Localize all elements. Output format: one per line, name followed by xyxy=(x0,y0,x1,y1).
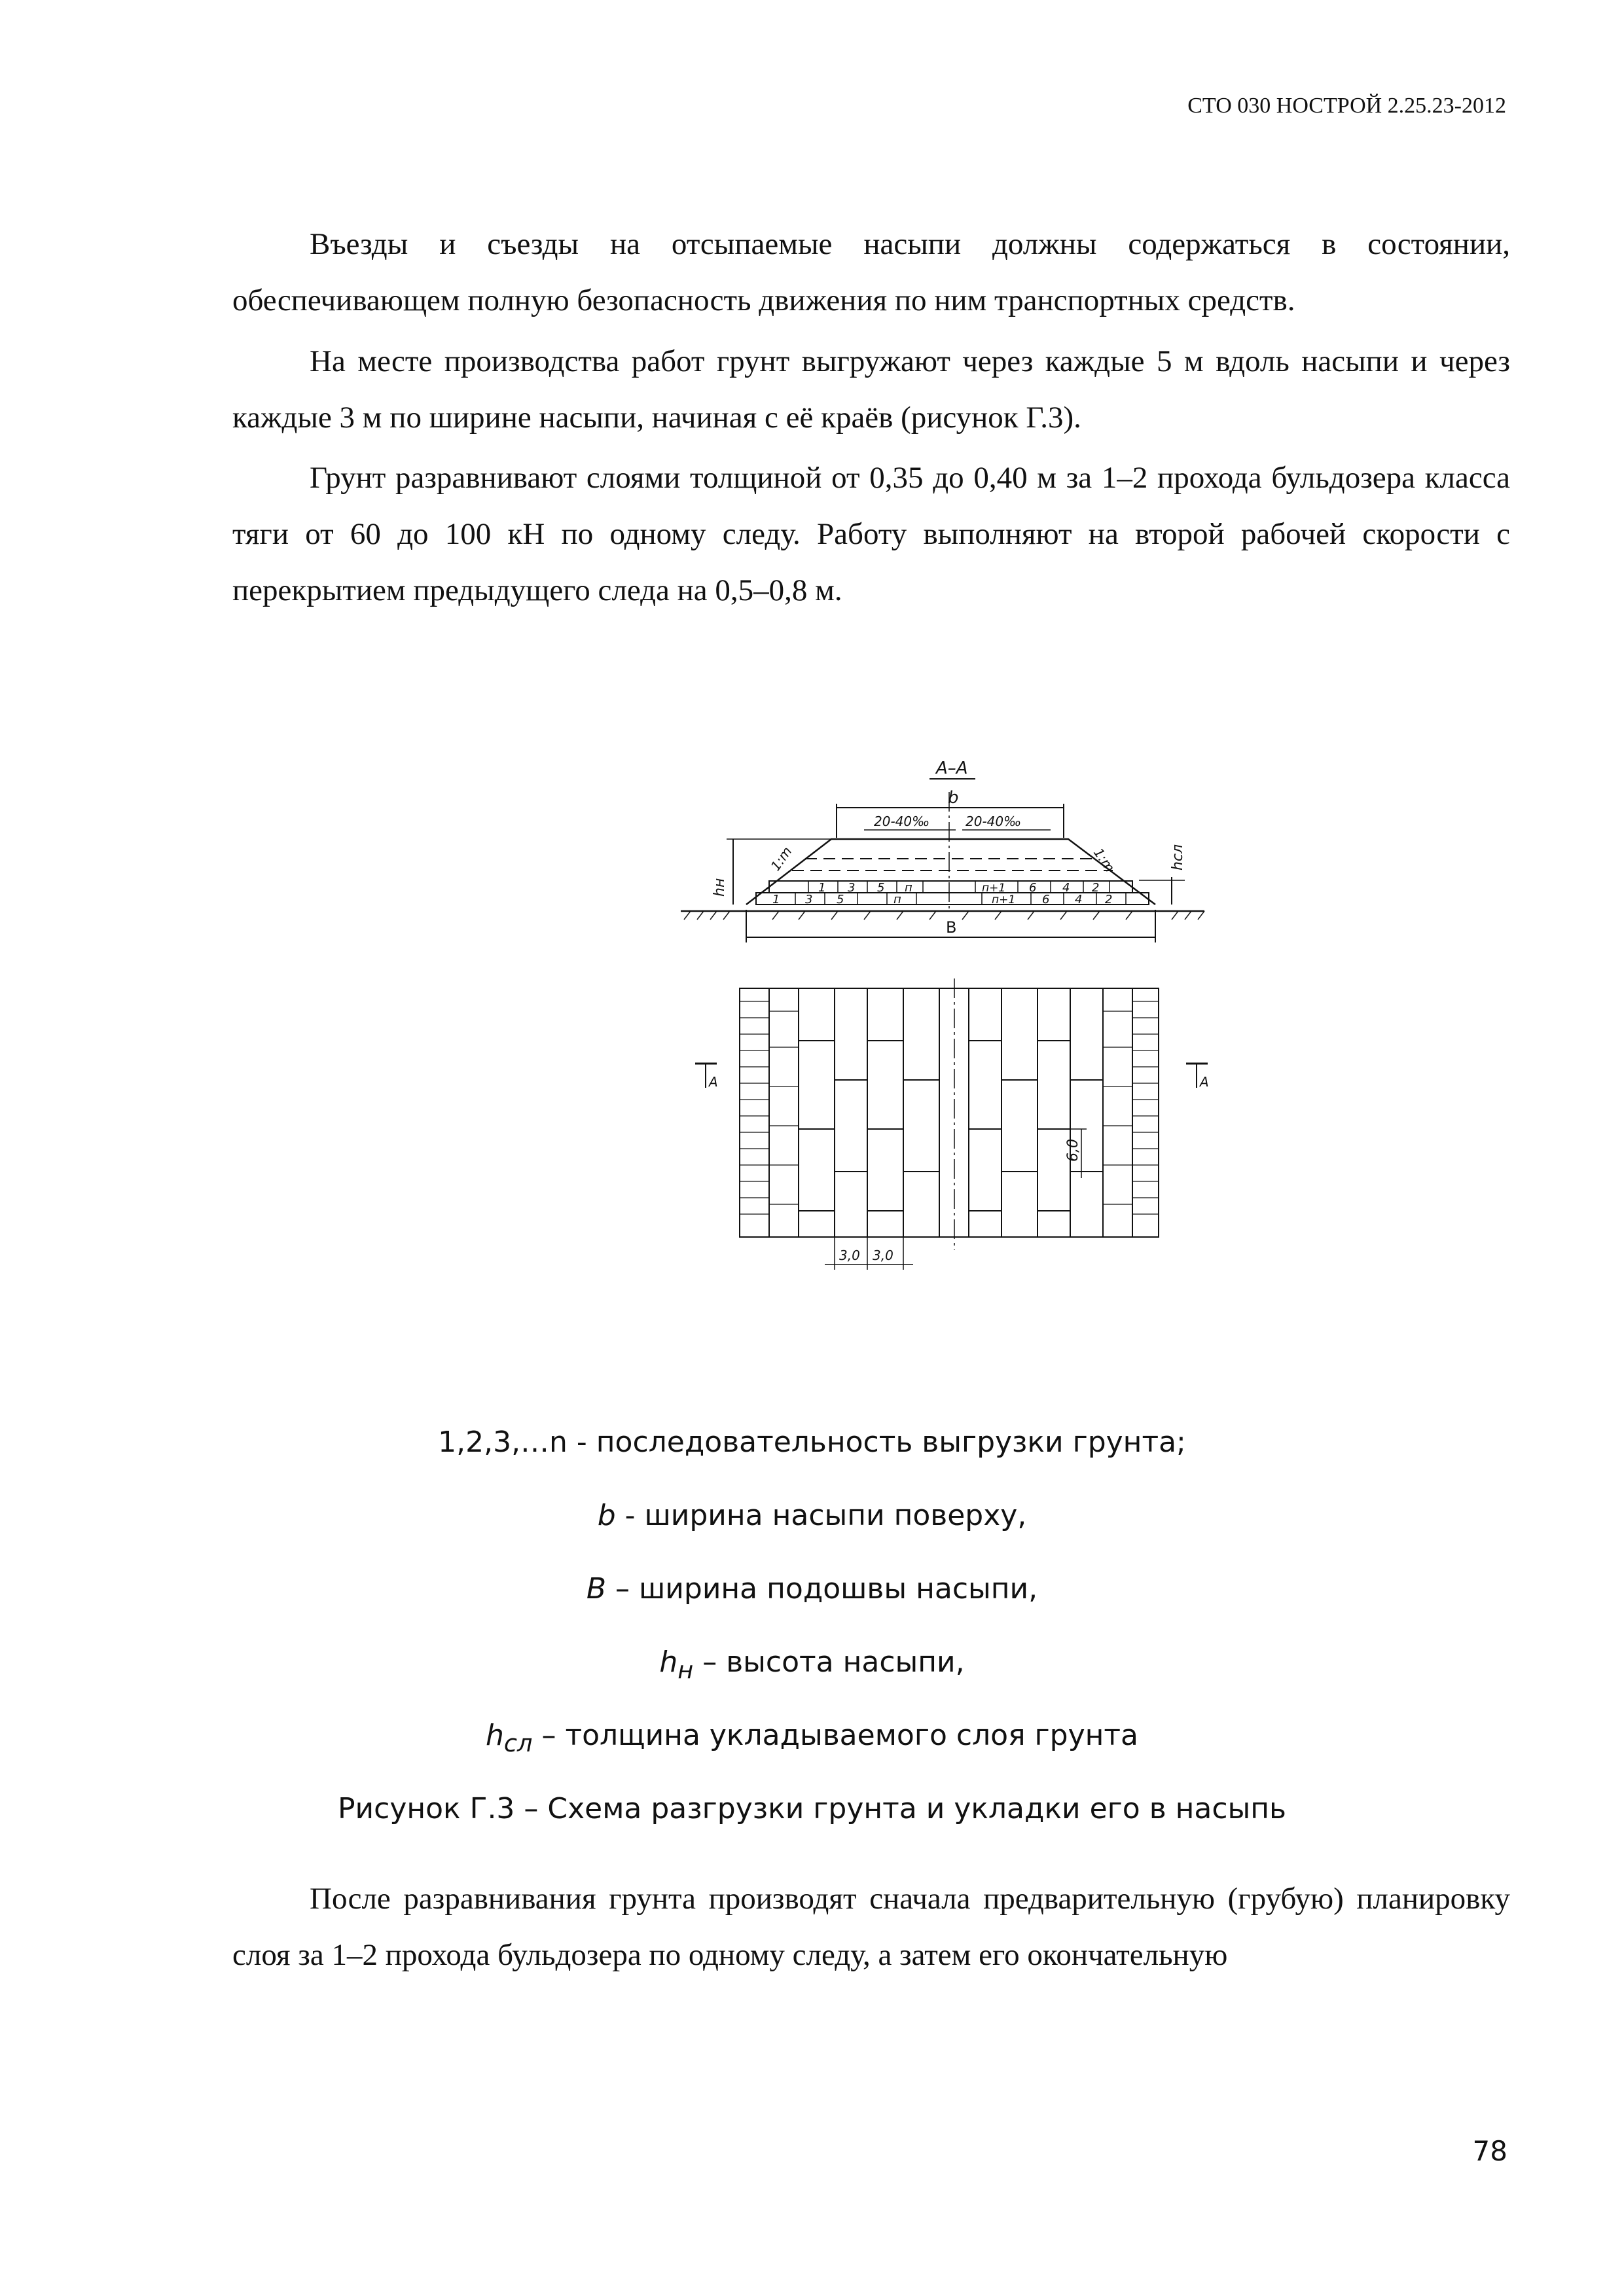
upper-dump-n-plus-1: п+1 xyxy=(982,882,1006,895)
legend-height xyxy=(0,1645,1624,1684)
lower-dump-1: 1 xyxy=(772,893,780,906)
legend-sequence-text: - последовательность выгрузки грунта; xyxy=(567,1426,1186,1459)
upper-dump-1: 1 xyxy=(818,881,826,895)
lower-dump-6: 6 xyxy=(1042,893,1050,906)
legend-base-width-symbol: В xyxy=(586,1572,607,1605)
legend-layer xyxy=(0,1719,1624,1757)
ground-hatching xyxy=(684,911,1204,920)
upper-dump-3: 3 xyxy=(848,881,856,895)
length-label: 6,0 xyxy=(1065,1139,1081,1162)
layer-label: hсл xyxy=(1170,844,1186,870)
paragraph-soil-leveling: Грунт разравнивают слоями толщиной от 0,35 до 0,40 м за 1–2 прохода бульдозера класса тяги от 60 до 100 кН по одному следу. Работу выполняют на второй рабочей скорости с перекрытием предыдущего следа на 0,5–0,8 м. xyxy=(232,461,1510,607)
top-width-label: b xyxy=(948,788,959,808)
legend-top-width xyxy=(0,1499,1624,1532)
lower-dump-5: 5 xyxy=(837,893,844,906)
upper-dump-6: 6 xyxy=(1029,881,1037,895)
section-label: А–А xyxy=(936,759,968,778)
plan-column-lines xyxy=(769,988,1132,1237)
legend-top-width-text: - ширина насыпи поверху, xyxy=(615,1499,1027,1532)
spacing-label-b: 3,0 xyxy=(873,1247,893,1263)
embankment-scheme-figure xyxy=(668,753,1224,1355)
side-slope-left-label: 1:m xyxy=(767,844,795,874)
legend-sequence-symbol: 1,2,3,…n xyxy=(438,1426,568,1459)
plan-stagger-lines xyxy=(799,1041,1103,1211)
cut-marker-right-label: А xyxy=(1200,1074,1209,1090)
legend-layer-text: – толщина укладываемого слоя грунта xyxy=(532,1719,1138,1752)
slope-left-label: 20-40‰ xyxy=(874,814,930,829)
embankment-diagram xyxy=(668,753,1224,1355)
lower-dump-2: 2 xyxy=(1105,893,1113,906)
legend-height-text: – высота насыпи, xyxy=(693,1645,965,1679)
paragraph-entries-exits: Въезды и съезды на отсыпаемые насыпи должны содержаться в состоянии, обеспечивающем полную безопасность движения по ним транспортных средств. xyxy=(232,227,1510,317)
upper-dump-5: 5 xyxy=(877,881,885,895)
upper-dump-n: п xyxy=(905,881,912,895)
legend-layer-subscript: сл xyxy=(503,1729,533,1757)
lower-dump-3: 3 xyxy=(805,893,813,906)
upper-dump-2: 2 xyxy=(1092,881,1100,895)
legend-sequence xyxy=(0,1426,1624,1459)
lower-dump-row xyxy=(756,893,1149,905)
base-width-label: В xyxy=(946,918,957,937)
cut-marker-left-label: А xyxy=(709,1074,718,1090)
legend-height-subscript: н xyxy=(677,1655,694,1684)
document-code-header: СТО 030 НОСТРОЙ 2.25.23-2012 xyxy=(1187,94,1506,118)
paragraph-planning: После разравнивания грунта производят сначала предварительную (грубую) планировку слоя за 1–2 прохода бульдозера по одному следу, а затем его окончательную xyxy=(232,1882,1510,1972)
side-slope-right-label: 1:m xyxy=(1090,845,1118,875)
lower-dump-n: п xyxy=(893,893,901,906)
legend-base-width-text: – ширина подошвы насыпи, xyxy=(606,1572,1038,1605)
spacing-label-a: 3,0 xyxy=(839,1247,860,1263)
lower-dump-4: 4 xyxy=(1075,893,1083,906)
legend-height-symbol: h xyxy=(659,1645,678,1679)
paragraph-soil-unloading: На месте производства работ грунт выгружают через каждые 5 м вдоль насыпи и через каждые 3 м по ширине насыпи, начиная с её краёв (рисунок Г.3). xyxy=(232,344,1510,435)
slope-right-label: 20-40‰ xyxy=(965,814,1022,829)
legend-top-width-symbol: b xyxy=(597,1499,616,1532)
legend-base-width xyxy=(0,1572,1624,1605)
plan-view-outline xyxy=(740,988,1159,1237)
plan-right-edge-ticks xyxy=(1103,1001,1159,1214)
lower-dump-n-plus-1: п+1 xyxy=(992,893,1016,906)
page-number: 78 xyxy=(1472,2135,1507,2167)
figure-caption: Рисунок Г.3 – Схема разгрузки грунта и укладки его в насыпь xyxy=(338,1792,1286,1825)
legend-layer-symbol: h xyxy=(486,1719,504,1752)
height-label: hн xyxy=(712,878,728,897)
upper-dump-4: 4 xyxy=(1062,881,1070,895)
